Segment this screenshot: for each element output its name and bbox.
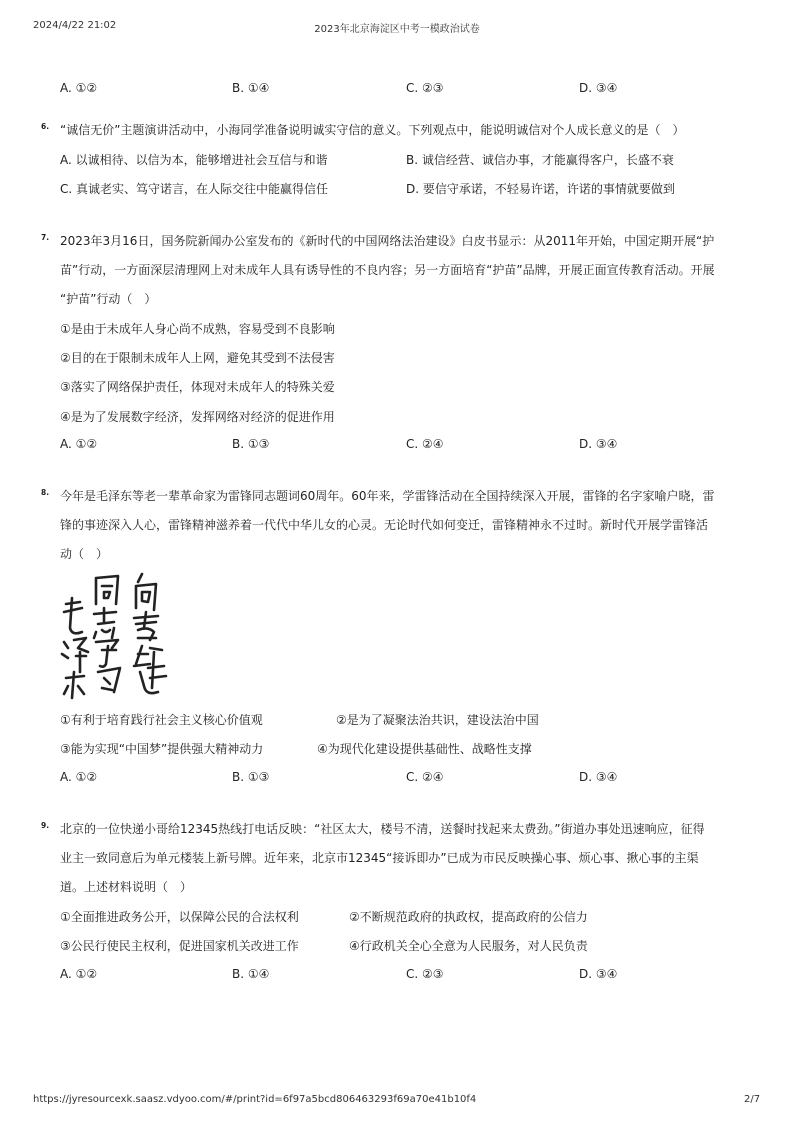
question-stem-line: 锋的事迹深入人心，雷锋精神滋养着一代代中华儿女的心灵。无论时代如何变迁，雷锋精神永不过时。新时代开展学雷锋活 xyxy=(60,518,709,532)
statement-item: ①有利于培育践行社会主义核心价值观 xyxy=(60,713,263,727)
question-stem-line: “护苗”行动（ ） xyxy=(60,292,157,306)
option-d: D. ③④ xyxy=(579,437,618,451)
option-d: D. 要信守承诺，不轻易许诺，许诺的事情就要做到 xyxy=(406,182,675,196)
statement-item: ②是为了凝聚法治共识，建设法治中国 xyxy=(336,713,539,727)
statement-item: ④是为了发展数字经济，发挥网络对经济的促进作用 xyxy=(60,410,335,424)
question-number: 7. xyxy=(41,233,50,242)
question-stem-line: 2023年3月16日，国务院新闻办公室发布的《新时代的中国网络法治建设》白皮书显示：从2011年开始，中国定期开展“护 xyxy=(60,234,715,248)
option-c: C. ②③ xyxy=(406,967,444,981)
option-b: B. ①④ xyxy=(232,967,270,981)
option-a: A. ①② xyxy=(60,81,98,95)
option-b: B. 诚信经营、诚信办事，才能赢得客户，长盛不衰 xyxy=(406,153,674,167)
question-stem-line: 业主一致同意后为单元楼装上新号牌。近年来，北京市12345“接诉即办”已成为市民反映操心事、烦心事、揪心事的主渠 xyxy=(60,851,699,865)
statement-item: ①是由于未成年人身心尚不成熟，容易受到不良影响 xyxy=(60,322,335,336)
statement-item: ③落实了网络保护责任，体现对未成年人的特殊关爱 xyxy=(60,380,335,394)
question-stem-line: 道。上述材料说明（ ） xyxy=(60,880,193,894)
statement-item: ②不断规范政府的执政权，提高政府的公信力 xyxy=(349,910,588,924)
page-number: 2/7 xyxy=(744,1094,761,1105)
option-c: C. ②④ xyxy=(406,770,444,784)
statement-item: ①全面推进政务公开，以保障公民的合法权利 xyxy=(60,910,299,924)
option-b: B. ①④ xyxy=(232,81,270,95)
header-title: 2023年北京海淀区中考一模政治试卷 xyxy=(314,24,480,35)
question-number: 6. xyxy=(41,122,50,131)
option-a: A. 以诚相待、以信为本，能够增进社会互信与和谐 xyxy=(60,153,328,167)
option-c: C. ②③ xyxy=(406,81,444,95)
header-datetime: 2024/4/22 21:02 xyxy=(33,20,117,31)
option-c: C. 真诚老实、笃守诺言，在人际交往中能赢得信任 xyxy=(60,182,329,196)
statement-item: ③能为实现“中国梦”提供强大精神动力 xyxy=(60,742,264,756)
question-stem-line: 动（ ） xyxy=(60,547,109,561)
statement-item: ④行政机关全心全意为人民服务，对人民负责 xyxy=(349,939,588,953)
option-d: D. ③④ xyxy=(579,770,618,784)
question-number: 9. xyxy=(41,821,50,830)
question-stem: “诚信无价”主题演讲活动中，小海同学准备说明诚实守信的意义。下列观点中，能说明诚信对个人成长意义的是（ ） xyxy=(60,123,685,137)
option-a: A. ①② xyxy=(60,967,98,981)
option-b: B. ①③ xyxy=(232,770,270,784)
option-d: D. ③④ xyxy=(579,81,618,95)
question-stem-line: 苗”行动，一方面深层清理网上对未成年人具有诱导性的不良内容；另一方面培育“护苗”品牌，开展正面宣传教育活动。开展 xyxy=(60,263,715,277)
option-a: A. ①② xyxy=(60,770,98,784)
statement-item: ④为现代化建设提供基础性、战略性支撑 xyxy=(317,742,532,756)
calligraphy-inscription-image xyxy=(58,568,170,704)
option-b: B. ①③ xyxy=(232,437,270,451)
option-a: A. ①② xyxy=(60,437,98,451)
question-number: 8. xyxy=(41,488,50,497)
statement-item: ③公民行使民主权利，促进国家机关改进工作 xyxy=(60,939,299,953)
footer-url[interactable]: https://jyresourcexk.saasz.vdyoo.com/#/print?id=6f97a5bcd806463293f69a70e41b10f4 xyxy=(33,1094,477,1105)
option-c: C. ②④ xyxy=(406,437,444,451)
question-stem-line: 北京的一位快递小哥给12345热线打电话反映：“社区太大，楼号不清，送餐时找起来太费劲。”街道办事处迅速响应，征得 xyxy=(60,822,705,836)
statement-item: ②目的在于限制未成年人上网，避免其受到不法侵害 xyxy=(60,351,335,365)
option-d: D. ③④ xyxy=(579,967,618,981)
question-stem-line: 今年是毛泽东等老一辈革命家为雷锋同志题词60周年。60年来，学雷锋活动在全国持续深入开展，雷锋的名字家喻户晓，雷 xyxy=(60,489,715,503)
